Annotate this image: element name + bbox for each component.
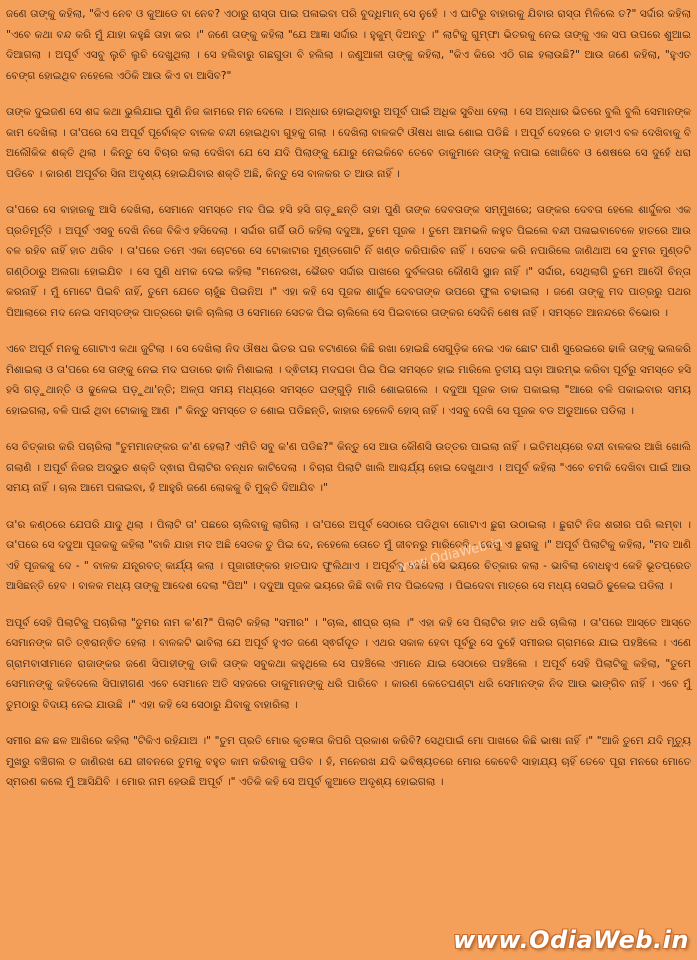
story-page bbox=[6, 4, 691, 920]
watermark: www.OdiaWeb.in bbox=[394, 535, 505, 576]
site-logo: www.OdiaWeb.in bbox=[453, 926, 689, 954]
story-paragraph-3: ତା'ପରେ ସେ ବାହାରକୁ ଆସି ଦେଖିଲା, ସେମାନେ ସମସ୍ତେ ମଦ ପିଇ ହସି ହସି ଗଡ଼ୁଛନ୍ତି ତାହା ପୁଣି ତାଙ୍କ ଦେବତାଙ୍କ ସମ୍ମୁଖରେ; ତାଙ୍କର ଦେବତା ହେଲେ ଶାର୍ଦ୍ଦୁଳର ଏକ ପ୍ରତିମୂର୍ତ୍ତି । ଅପୂର୍ବ ଏସବୁ ଦେଖି ନିଜେ ବିକିଏ ହସିଦେଲା । ସର୍ଦ୍ଦାର ଗର୍ଜି ଉଠି କହିଲା ଦଦୁଆ, ତୁମେ ପୂଜକ । ତୁମେ ଆମଭଳି କହୁତ ପିଇଲେ ବନ୍ଦୀ ପଳାଇବାବେଳେ ହାତରେ ଆଉ ବଳ ରହିବ ନାହିଁ ହାତ ଥରିବ । ତା'ପରେ ତମେ ଏକା ଚୋଟରେ ସେ ଟୋକାଟାର ମୁଣ୍ଡଗୋଟି ନିଁ ଖଣ୍ଡ କରିପାରିବ ନାହିଁ । ସେତକ କରି ନପାରିଲେ ଜାଣିଥାଅ ସେ ତୁମର ମୁଣ୍ଡଟି ଗଣ୍ଠିଠାରୁ ଅଲଗା ହୋଇଯିବ । ସେ ପୁଣି ଧମକ ଦେଇ କହିଲା "ମନେରଖ, ଭୈରବ ସର୍ଦ୍ଦାର ପାଖରେ ଦୁର୍ବଳତାର କୌଣସି ସ୍ଥାନ ନାହିଁ ।" ସର୍ଦ୍ଦାର, ସେଥିଲାଗି ତୁମେ ଆଦୌ ଚିନ୍ତା କରନାହିଁ । ମୁଁ ମୋଟେ ପିଇବି ନାହିଁ, ତୁମେ ଯେତେ ଚାହୁଁଛ ପିଇନିଅ ।" ଏହା କହି ସେ ପୂଜକ ଶାର୍ଦ୍ଦୁଳ ଦେବତାଙ୍କ ଉପରେ ଫୁଲ ଚଢାଇଲା । ଜଣେ ତାଙ୍କୁ ମଦ ପାତ୍ରରୁ ପଥର ପିଆଲାରେ ମଦ ନେଇ ସମସ୍ତଙ୍କ ପାତ୍ରରେ ଢାଳି ଚାଲିଲା ଓ ସେମାନେ ସେତକ ପିଇ ଚାଲିଲେ ସେ ପିଇବାରେ ତାଙ୍କର ସେଦିନି ଶେଷ ନାହିଁ । ସମସ୍ତେ ଆନନ୍ଦରେ ବିଭୋର । bbox=[6, 204, 691, 319]
story-paragraph-5: ସେ ଚିତ୍କାର କରି ପଚାରିଲା "ତୁମମାନଙ୍କର କ'ଣ ହେଲା? ଏମିତି ସବୁ କ'ଣ ପଡିଛ?" କିନ୍ତୁ ସେ ଆଉ କୌଣସି ଉତ୍ତର ପାଇଲା ନାହିଁ । ଇତିମଧ୍ୟରେ ବନ୍ଦୀ ବାଳକର ଆଖି ଖୋଲି ଗଲାଣି । ଅପୂର୍ବ ନିଜର ଅଦ୍ଭୁତ ଶକ୍ତି ଦ୍ଵାରା ପିଲାଟିର ବନ୍ଧନ କାଟିଦେଲା । ବିଚାରା ପିଲାଟି ଖାଲି ଆଶ୍ଚର୍ଯ୍ୟ ହୋଇ ଦେଖୁଥାଏ । ଅପୂର୍ବ କହିଲା "ଏବେ ଚମକି ଦେଖିବା ପାଇଁ ଆଉ ସମୟ ନାହିଁ । ଚାଲ ଆମେ ପଳାଇବା, ହଁ ଆହୁରି ଜଣେ ଲୋକକୁ ବି ମୁକ୍ତି ଦିଆଯିବ ।" bbox=[6, 441, 691, 494]
story-paragraph-4: ଏବେ ଅପୂର୍ବ ମନକୁ ଗୋଟାଏ କଥା ଜୁଟିଲା । ସେ ଦେଖିଲା ନିଦ ଔଷଧ ଭିତର ଘର ବଟାଣରେ କିଛି ରଖା ହୋଇଛି ସେଗୁଡ଼ିକ ନେଇ ଏକ ଛୋଟ ପାଣି ସୁରେଇରେ ଢାଳି ତାଙ୍କୁ ଭଲକରି ମିଶାଇଲା ଓ ତା'ପରେ ସେ ତାଙ୍କୁ ନେଇ ମଦ ଘଡାରେ ଢାଳି ମିଶାଇଲା । ଦ୍ଵିତୀୟ ମଦଘଡା ପିଇ ପିଇ ସମସ୍ତେ ହାଇ ମାରିଲେ ତୃତୀୟ ଘଡ଼ା ଆରମ୍ଭ କରିବା ପୂର୍ବରୁ ସମସ୍ତେ ହସି ହସି ଗଡ଼ୁଥାନ୍ତି ଓ ଢୁଳେଇ ପଡ଼ୁଥା'ନ୍ତି; ଅଳ୍ପ ସମୟ ମଧ୍ୟରେ ସମସ୍ତେ ଘଙ୍ଗୁଡ଼ି ମାରି ଶୋଇଗଲେ । ଦଦୁଆ ପୂଜକ ଡାକ ପକାଇଲା "ଆରେ ବଳି ପକାଇବାର ସମୟ ହୋଇଗଲା, ବଳି ପାଇଁ ଥିବା ଟୋକାକୁ ଆଣ ।" କିନ୍ତୁ ସମସ୍ତେ ତ ଶୋଇ ପଡିଛନ୍ତି, କାହାର ହେଳେବି ହୋସ୍ ନାହିଁ । ଏସବୁ ଦେଖି ସେ ପୂଜକ ବଡ ଅଡୁଆରେ ପଡିଲା । bbox=[6, 343, 691, 417]
story-paragraph-1: ଜଣେ ତାଙ୍କୁ କହିଲା, "କିଏ ନେବ ଓ କୁଆଡେ ବା ନେବ? ଏଠାରୁ ରାସ୍ତା ପାଇ ପଳାଇବା ପରି ବୁଦ୍ଧିମାନ୍ ସେ ନୁହେଁ । ଏ ଘାଟିରୁ ବାହାରକୁ ଯିବାର ରାସ୍ତା ମିଳିଲେ ତ?" ସର୍ଦ୍ଦାର କହିଲା "ଏବେ କଥା ବନ୍ଦ କରି ମୁଁ ଯାହା କହୁଛି ତାହା କର ।" ଜଣେ ତାଙ୍କୁ କହିଲା "ଯେ ଆଜ୍ଞା ସର୍ଦ୍ଦାର । ହୁକୁମ୍ ଦିଅନ୍ତୁ ।" ଲାଟିକୁ ଗୁମ୍ଫା ଭିତରକୁ ନେଇ ତାଙ୍କୁ ଏକ ସପ ଉପରେ ଶୁଆଇ ଦିଆଗଲା । ଅପୂର୍ବ ଏସବୁ ଲୁଚି ଲୁଚି ଦେଖୁଥିଲା । ସେ ହଲିବାରୁ ଗଛଗୁଡା ବି ହଲିଲା । ଜଣୁଆଳୀ ତାଙ୍କୁ କହିଲା, "କିଏ କିରେ ଏଠି ଗଛ ହଲାଉଛି?" ଆଉ ଜଣେ କହିଲା, "ହୁଏତ ବେଙ୍ଗ ହୋଇଥିବ ନହେଲେ ଏଠିକି ଆଉ କିଏ ବା ଆସିବ?" bbox=[6, 8, 691, 82]
story-paragraph-7: ଅପୂର୍ବ ସେହି ପିଲାଟିକୁ ପଚାରିଲା "ତୁମର ନାମ କ'ଣ?" ପିଲାଟି କହିଲା "ସମୀର" । "ଚାଲ, ଶୀଘ୍ର ଚାଲ ।" ଏହା କହି ସେ ପିଲାଟିର ହାତ ଧରି ଚାଲିଲା । ତା'ପରେ ଆସ୍ତେ ଆସ୍ତେ ସେମାନଙ୍କ ଗତି ତ୍ଵରାନ୍ଵିତ ହେଲା । ବାଳକଟି ଭାବିଲା ଯେ ଅପୂର୍ବ ହୁଏତ ଜଣେ ସ୍ଵର୍ଗଦୂତ । ଏଥର ସକାଳ ହେବା ପୂର୍ବରୁ ସେ ଦୁହେଁ ସମୀରର ଗ୍ରାମରେ ଯାଇ ପହଞ୍ଚିଲେ । ଏଣେ ଗ୍ରାମବାସୀମାନେ ରାଜାଙ୍କର ଜଣେ ସିପାହୀଙ୍କୁ ଡାକି ତାଙ୍କ ସବୁକଥା କହୁଥିଲେ ସେ ପହଞ୍ଚିଲେ ଏମାନେ ଯାଇ ସେଠାରେ ପହଞ୍ଚିଲେ । ଅପୂର୍ବ ସେହି ପିଲାଟିକୁ କହିଲା, "ତୁମେ ସେମାନଙ୍କୁ କହିଦେଲେ ସିପାହୀଗଣ ଏବେ ସେମାନେ ଅତି ସହଜରେ ଡାକୁମାନଙ୍କୁ ଧରି ପାରିବେ । କାରଣ କେତେଘଣ୍ଟା ଧରି ସେମାନଙ୍କ ନିଦ ଆଉ ଭାଙ୍ଗିବ ନାହିଁ । ଏବେ ମୁଁ ତୁମଠାରୁ ବିଦାୟ ନେଇ ଯାଉଛି ।" ଏହା କହି ସେ ସେଠାରୁ ଯିବାକୁ ବାହାରିଲା । bbox=[6, 616, 691, 711]
story-paragraph-6: ତା'ର କଣ୍ଠରେ ଯେପରି ଯାଦୁ ଥିଲା । ପିଲାଟି ତା' ପଛରେ ଚାଲିବାକୁ ଲାଗିଲା । ତା'ପରେ ଅପୂର୍ବ ସେଠାରେ ପଡିଥିବା ଗୋଟାଏ ଛୁରା ଉଠାଇଲା । ଛୁରାଟି ନିଜ ଶରୀର ପରି ଲମ୍ବା । ତା'ପରେ ସେ ଦଦୁଆ ପୂଜକକୁ କହିଲା "ବାକି ଯାହା ମଦ ଅଛି ସେତକ ତୁ ପିଇ ଦେ, ନହେଲେ ତୋତେ ମୁଁ ଜୀବନରୁ ମାରିଦେବି - ଦେଖୁ ଏ ଛୁରାକୁ ।" ଅପୂର୍ବ ପିଲାଟିକୁ କହିଲା, "ମଦ ଆଣି ଏହି ପୂଜକକୁ ଦେ - " ବାଳକ ଯନ୍ତ୍ରବତ୍ କାର୍ଯ୍ୟ କଲା । ପୂଜାରୀଙ୍କର ହାତପାଦ ଫୁଲିଥାଏ । ଅପୂର୍ବକୁ ଦେଖି ସେ ଭୟରେ ଚିତ୍କାର କଲା - ଭାବିଲା ବୋଧହୁଏ କେହି ଭୂତପ୍ରେତ ଆସିଛନ୍ତି ହେବ । ବାଳକ ମଧ୍ୟ ତାଙ୍କୁ ଆଦେଶ ଦେଲା "ପିଅ" । ଦଦୁଆ ପୂଜକ ଭୟରେ କିଛି ବାକି ମଦ ପିଇଦେଲା । ପିଇଦେବା ମାତ୍ରେ ସେ ମଧ୍ୟ ସେଇଠି ଢୁଳେଇ ପଡିଲା । bbox=[6, 518, 691, 592]
story-paragraph-2: ତାଙ୍କ ଦୁଇଜଣ ସେ ଶଦ୍ଦ କଥା ଭୁଲିଯାଇ ପୁଣି ନିଜ କାମରେ ମନ ଦେଲେ । ଅନ୍ଧାର ହୋଇଥିବାରୁ ଅପୂର୍ବ ପାଇଁ ଅଧିକ ସୁବିଧା ହେଲା । ସେ ଅନ୍ଧାର ଭିତରେ ବୁଲି ବୁଲି ସେମାନଙ୍କ କାମ ଦେଖିଲା । ତା'ପରେ ସେ ଅପୂର୍ବ ପୂର୍ବୋକ୍ତ ବାଳକ ବନ୍ଦୀ ହୋଇଥିବା ଗୁହକୁ ଗଲା । ଦେଖିଲା ବାଳକଟି ଔଷଧ ଖାଇ ଶୋଇ ପଡିଛି । ଅପୂର୍ବ ଦେହରେ ତ ହାତୀଏ ବଳ ଦେଖିବାକୁ ବି ଅଲୌକିକ ଶକ୍ତି ଥିଲା । କିନ୍ତୁ ସେ ବିଚାର କଲା ଦେଖିବା ଯେ ସେ ଯଦି ପିଲାଙ୍କୁ ଯୋରୁ ନେଇକିବେ ତେବେ ଡାକୁମାନେ ତାଙ୍କୁ ନପାଇ ଖୋଜିବେ ଓ ଶେଷରେ ସେ ଦୁହେଁ ଧରା ପଡିବେ । କାରଣ ଅପୂର୍ବର ସିନା ଅଦୃଶ୍ୟ ହୋଇଯିବାର ଶକ୍ତି ଅଛି, କିନ୍ତୁ ସେ ବାଳକର ତ ଆଉ ନାହିଁ । bbox=[6, 106, 691, 180]
story-paragraph-8: ସମୀର ଛଳ ଛଳ ଆଖିରେ କହିଲା "ଟିକିଏ ରହିଯାଅ ।" "ତୁମ ପ୍ରତି ମୋର କୃତଜ୍ଞତା କିପରି ପ୍ରକାଶ କରିବି? ସେଥିପାଇଁ ମୋ ପାଖରେ କିଛି ଭାଷା ନାହିଁ ।" "ଆଜି ତୁମେ ଯଦି ମୃତ୍ୟୁ ମୁଖରୁ ବଞ୍ଚିଗଲ ତ ଜାଣିରଖ ଯେ ଜୀବନରେ ତୁମକୁ ବହୁତ କାମ କରିବାକୁ ପଡିବ । ହଁ, ମନେରଖ ଯଦି ଭବିଷ୍ୟତରେ ମୋର କେବେବି ସାହାଯ୍ୟ ଚାହିଁ ତେବେ ପୂରା ମନରେ ମୋତେ ସ୍ମରଣ କଲେ ମୁଁ ଆସିଯିବି । ମୋର ନାମ ହେଉଛି ଅପୂର୍ବ ।" ଏତିକି କହି ସେ ଅପୂର୍ବ କୁଆଡେ ଅଦୃଶ୍ୟ ହୋଇଗଲା । bbox=[6, 735, 691, 788]
